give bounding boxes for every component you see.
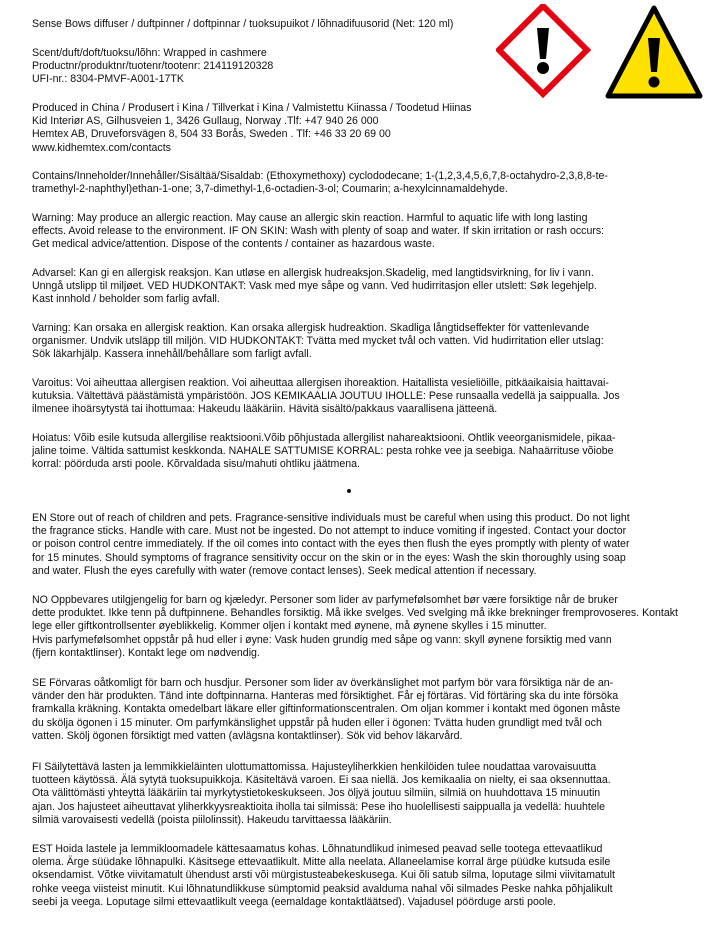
- warning-et: Hoiatus: Võib esile kutsuda allergilise reaktsiooni.Võib põhjustada allergilist nahareaktsiooni. Ohtlik veeorganismidele, pikaa- jaline toime. Vältida sattumist keskkonda. NAHALE SATTUMISE KORRAL: pesta rohke vee ja seebiga. Nahaärrituse võiobe korral: pöörduda arsti poole. Kõrvaldada sisu/mahuti ohtliku jäätmena.: [32, 432, 616, 471]
- scent-info: Scent/duft/doft/tuoksu/lõhn: Wrapped in cashmere Productnr/produktnr/tuotenr/tootenr: 214119120328 UFI-nr.: 8304-PMVF-A001-17TK: [32, 47, 274, 86]
- origin-info: Produced in China / Produsert i Kina / Tillverkat i Kina / Valmistettu Kiinassa / Toodetud Hiinas Kid Interiør AS, Gilhusveien 1, 3426 Gullaug, Norway .Tlf: +47 940 26 000 Hemtex AB, Druveforsvägen 8, 504 33 Borås, Sweden . Tlf: +46 33 20 69 00 www.kidhemtex.com/contacts: [32, 102, 472, 154]
- warning-en: Warning: May produce an allergic reaction. May cause an allergic skin reaction. Harmful to aquatic life with long lasting effects. Avoid release to the environment. IF ON SKIN: Wash with plenty of soap and water. If skin irritation or rash occurs: Get medical advice/attention. Dispose of the contents / container as hazardous waste.: [32, 212, 605, 251]
- storage-no: NO Oppbevares utilgjengelig for barn og kjæledyr. Personer som lider av parfymefølsomhet bør være forsiktige når de bruker dette produktet. Ikke tenn på duftpinnene. Behandles forsiktig. Må ikke svelges. Ved svelging må ikke brekninger fremprovoseres. Kontakt lege eller giftkontrollsenter øyeblikkelig. Kommer oljen i kontakt med øynene, må øynene skylles i 15 minutter. Hvis parfymefølsomhet oppstår på hud eller i øyne: Vask huden grundig med såpe og vann: skyll øynene forsiktig med vann (fjern kontaktlinser). Kontakt lege om nødvendig.: [32, 594, 678, 659]
- warning-no: Advarsel: Kan gi en allergisk reaksjon. Kan utløse en allergisk hudreaksjon.Skadelig, med langtidsvirkning, for liv i vann. Unngå utslipp til miljøet. VED HUDKONTAKT: Vask med mye såpe og vann. Ved hudirritasjon eller utslett: Søk legehjelp. Kast innhold / beholder som farlig avfall.: [32, 267, 597, 306]
- product-title: Sense Bows diffuser / duftpinner / doftpinnar / tuoksupuikot / lõhnadifuusorid (Net: 120 ml): [32, 18, 454, 30]
- warning-fi: Varoitus: Voi aiheuttaa allergisen reaktion. Voi aiheuttaa allergisen ihoreaktion. Haitallista vesieliöille, pitkäaikaisia haittavai- kutuksia. Vältettävä päästämistä ympäristöön. JOS KEMIKAALIA JOUTUU IHOLLE: Pese runsaalla vedellä ja saippualla. Jos ilmenee ihoärsytystä tai ihottumaa: Hakeudu lääkäriin. Hävitä sisältö/pakkaus vaarallisena jätteenä.: [32, 377, 620, 416]
- storage-en: EN Store out of reach of children and pets. Fragrance-sensitive individuals must be careful when using this product. Do not light the fragrance sticks. Handle with care. Must not be ingested. Do not attempt to induce vomiting if ingested. Contact your doctor or poison control centre immediately. If the oil comes into contact with the eyes then flush the eyes promptly with plenty of water for 15 minutes. Should symptoms of fragrance sensitivity occur on the skin or in the eyes: Wash the skin thoroughly using soap and water. Flush the eyes carefully with water (remove contact lenses). Seek medical attention if necessary.: [32, 512, 630, 577]
- storage-et: EST Hoida lastele ja lemmikloomadele kättesaamatus kohas. Lõhnatundlikud inimesed peavad selle tootega ettevaatlikud olema. Ärge süüdake lõhnapulki. Käsitsege ettevaatlikult. Mitte alla neelata. Allaneelamise korral ärge püüdke kutsuda esile oksendamist. Võtke viivitamatult ühendust arsti või mürgistusteabekeskusega. Kui õli satub silma, loputage silmi viivitamatult rohke veega viisteist minutit. Kui lõhnatundlikkuse sümptomid peaksid avalduma nahal või silmades Peske nahka põhjalikult seebi ja veega. Loputage silmi ettevaatlikult veega (eemaldage kontaktläätsed). Vajadusel pöörduge arsti poole.: [32, 843, 615, 908]
- warning-se: Varning: Kan orsaka en allergisk reaktion. Kan orsaka allergisk hudreaktion. Skadliga långtidseffekter för vattenlevande organismer. Undvik utsläpp till miljön. VID HUDKONTAKT: Tvätta med mycket tvål och vatten. Vid hudirritation eller utslag: Sök läkarhjälp. Kassera innehåll/behållare som farligt avfall.: [32, 322, 604, 361]
- storage-fi: FI Säilytettävä lasten ja lemmikkieläinten ulottumattomissa. Hajusteyliherkkien henkilöiden tulee noudattaa varovaisuutta tuotteen käytössä. Älä sytytä tuoksupuikkoja. Käsiteltävä varoen. Ei saa niellä. Jos kemikaalia on nielty, ei saa oksennuttaa. Ota välittömästi yhteyttä lääkäriin tai myrkytystietokeskukseen. Jos öljyä joutuu silmiin, silmiä on huuhdottava 15 minuutin ajan. Jos hajusteet aiheuttavat yliherkkyysreaktioita iholla tai silmissä: Pese iho huolellisesti saippualla ja vedellä: huuhtele silmiä varovaisesti vedellä (poista piilolinssit). Hakeudu tarvittaessa lääkäriin.: [32, 761, 611, 826]
- ingredients: Contains/Inneholder/Innehåller/Sisältää/Sisaldab: (Ethoxymethoxy) cyclododecane; 1-(1,2,3,4,5,6,7,8-octahydro-2,3,8,8-te- tramethyl-2-naphthyl)ethan-1-one; 3,7-dimethyl-1,6-octadien-3-ol; Coumarin; a-hexylcinnamaldehyde.: [32, 170, 608, 196]
- separator-dot: [347, 489, 351, 493]
- hazard-pictograms: [496, 4, 704, 100]
- warning-triangle-icon: [608, 8, 700, 96]
- storage-se: SE Förvaras oåtkomligt för barn och husdjur. Personer som lider av överkänslighet mot parfym bör vara försiktiga när de an- vänder den här produkten. Tänd inte doftpinnarna. Hanteras med försiktighet. Får ej förtäras. Vid förtäring ska du inte försöka framkalla kräkning. Kontakta omedelbart läkare eller giftinformationscentralen. Om oljan kommer i kontakt med ögonen måste du skölja ögonen i 15 minuter. Om parfymkänslighet uppstår på huden eller i ögonen: Tvätta huden grundligt med tvål och vatten. Skölj ögonen försiktigt med vatten (avlägsna kontaktlinser). Sök vid behov läkarvård.: [32, 677, 621, 742]
- ghs-exclamation-icon: [499, 6, 587, 94]
